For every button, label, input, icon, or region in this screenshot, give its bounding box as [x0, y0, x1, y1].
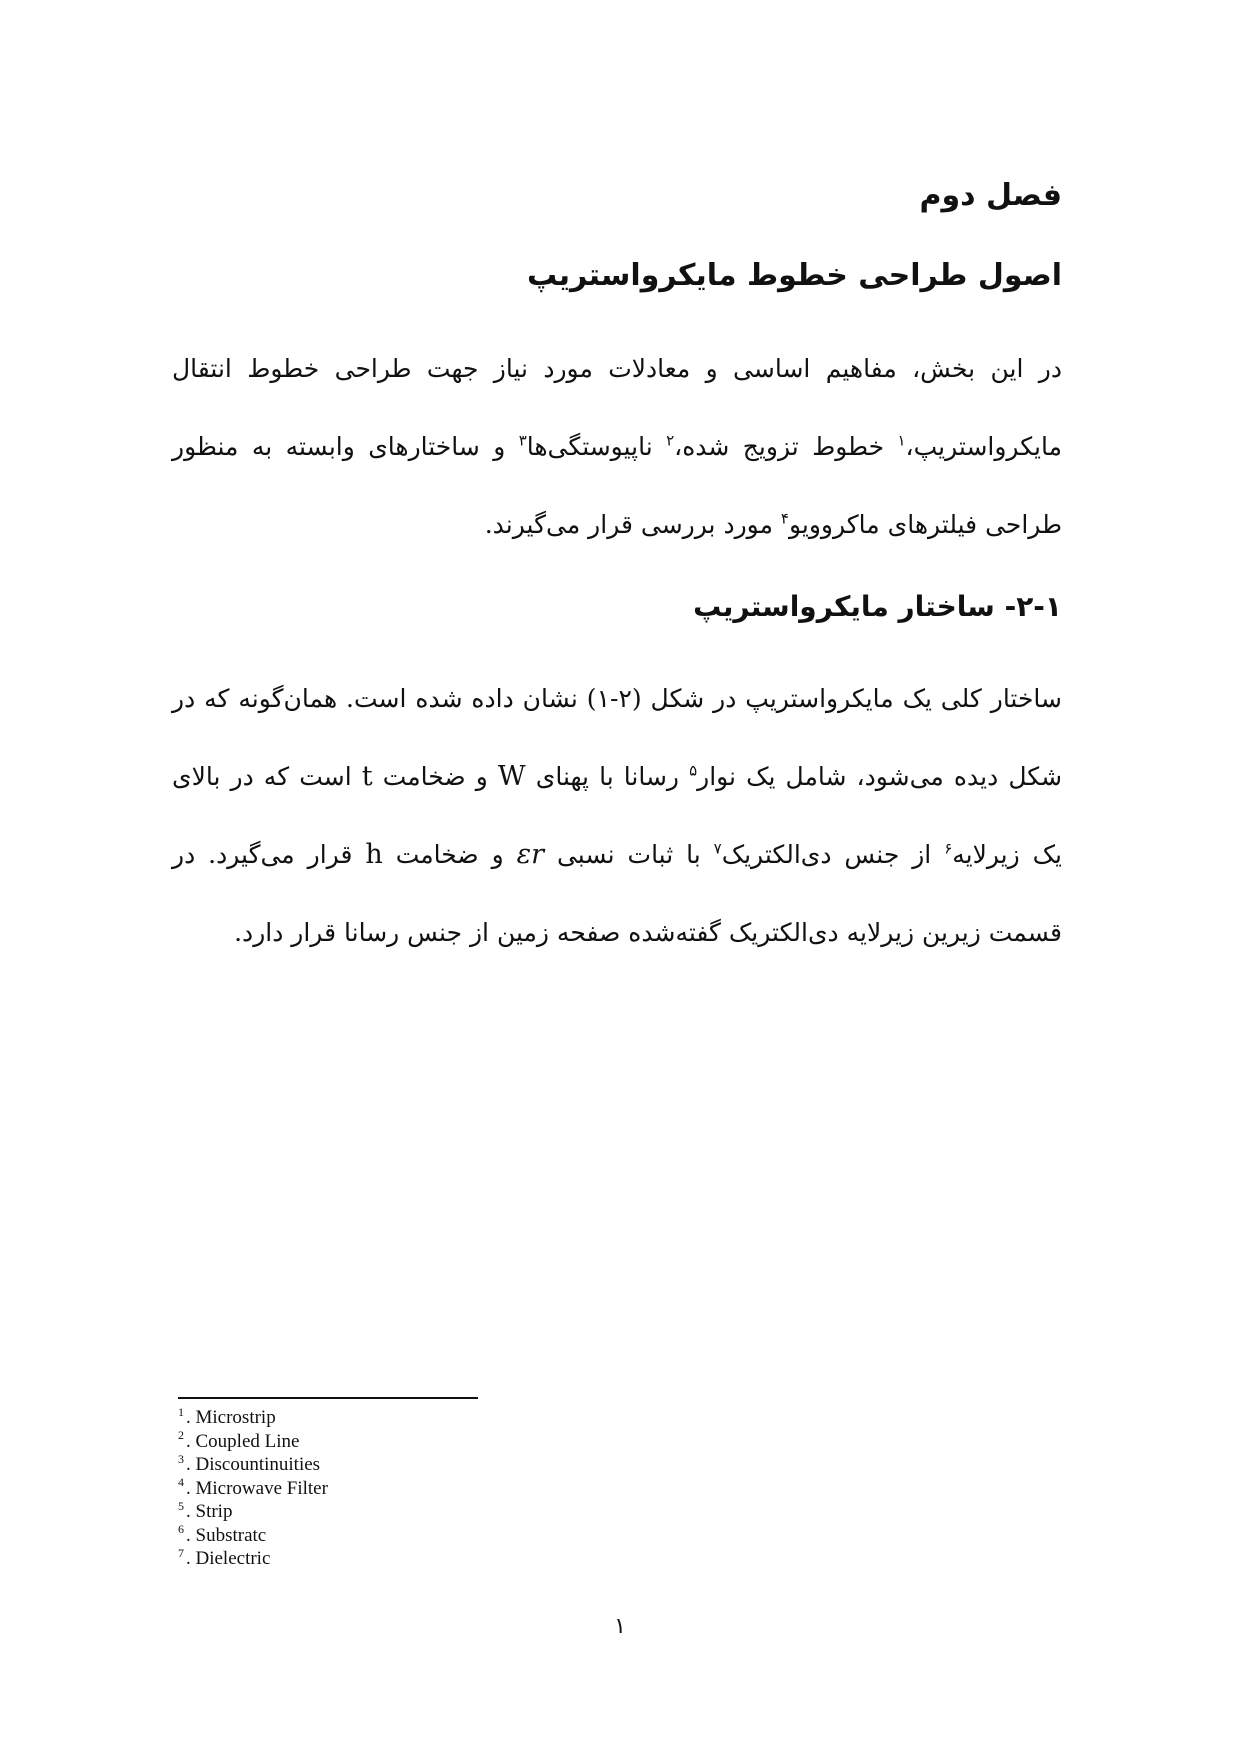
- footnote-text: . Discountinuities: [186, 1454, 321, 1475]
- footnote-text: . Dielectric: [186, 1548, 271, 1569]
- footnote-text: . Substratc: [186, 1524, 267, 1546]
- body-text-3: و ضخامت: [372, 762, 498, 791]
- body-text-2: رسانا با پهنای: [525, 762, 690, 791]
- footnote-number: 1: [178, 1404, 184, 1419]
- section-heading: ۲-۱- ساختار مایکرواستریپ: [693, 590, 1062, 623]
- footnote-ref-6: ۶: [944, 839, 953, 858]
- footnote-ref-1: ۱: [897, 431, 906, 450]
- footnote-item: [178, 1406, 328, 1430]
- footnote-text: . Microstrip: [186, 1407, 276, 1428]
- footnote-item: [178, 1524, 328, 1548]
- body-paragraph: [172, 660, 1062, 972]
- chapter-title: اصول طراحی خطوط مایکرواستریپ: [526, 258, 1062, 293]
- footnote-ref-5: ۵: [689, 761, 698, 780]
- footnote-number: 2: [178, 1428, 184, 1443]
- intro-paragraph: [172, 330, 1062, 564]
- width-symbol: W: [497, 761, 526, 792]
- footnote-ref-7: ۷: [713, 839, 722, 858]
- footnote-number: 3: [178, 1451, 184, 1466]
- intro-text-3: ناپیوستگی‌ها: [526, 432, 667, 461]
- footnote-item: [178, 1547, 328, 1571]
- footnote-item: [178, 1500, 328, 1524]
- footnote-text: . Strip: [186, 1501, 233, 1522]
- footnote-list: [178, 1406, 328, 1571]
- body-text-6: با ثبات نسبی: [544, 840, 714, 869]
- footnote-ref-3: ۳: [518, 431, 527, 450]
- footnote-number: 7: [178, 1545, 184, 1560]
- footnote-number: 6: [178, 1522, 184, 1537]
- body-text-7: و ضخامت: [382, 840, 517, 869]
- page-number: ۱: [614, 1614, 626, 1639]
- footnote-number: 5: [178, 1498, 184, 1513]
- footnote-text: . Coupled Line: [186, 1430, 300, 1452]
- body-text-5: از جنس دی‌الکتریک: [721, 840, 945, 869]
- footnote-ref-2: ۲: [666, 431, 675, 450]
- footnote-item: [178, 1453, 328, 1477]
- footnote-number: 4: [178, 1475, 184, 1490]
- footnote-ref-4: ۴: [780, 509, 789, 528]
- footnote-item: [178, 1430, 328, 1454]
- intro-text-2: خطوط تزویج شده،: [674, 432, 898, 461]
- thickness-symbol: t: [361, 761, 373, 792]
- intro-text-5: مورد بررسی قرار می‌گیرند.: [484, 510, 781, 539]
- substrate-thickness-symbol: h: [365, 839, 383, 870]
- body-text-1: ساختار کلی یک مایکرواستریپ در شکل (۲-۱) نشان داده شده است. همان‌گونه که در شکل دیده می‌شود، شامل یک نوار: [172, 684, 1063, 791]
- intro-text-4: و ساختارهای وابسته به منظور طراحی فیلترهای ماکروویو: [172, 432, 1062, 539]
- footnote-item: [178, 1477, 328, 1501]
- intro-text-1: در این بخش، مفاهیم اساسی و معادلات مورد نیاز جهت طراحی خطوط انتقال مایکرواستریپ،: [172, 354, 1062, 461]
- chapter-heading: فصل دوم: [919, 178, 1062, 213]
- footnote-divider: [178, 1397, 478, 1399]
- footnote-text: . Microwave Filter: [186, 1477, 328, 1499]
- body-text-8: قرار می‌گیرد. در قسمت زیرین زیرلایه دی‌الکتریک گفته‌شده صفحه زمین از جنس رسانا قرار دارد.: [172, 840, 1062, 947]
- permittivity-symbol: εr: [516, 839, 544, 870]
- body-text-4: است که در بالای یک زیرلایه: [172, 762, 1062, 869]
